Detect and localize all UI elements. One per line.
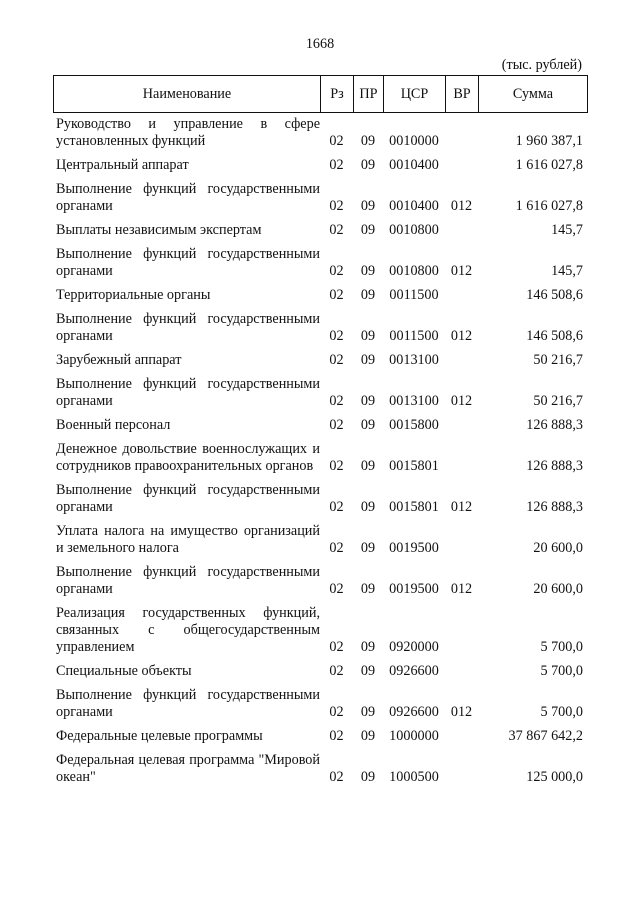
table-row <box>53 564 587 598</box>
row-vr: 012 <box>450 499 473 515</box>
table-row <box>53 523 587 557</box>
table-row <box>53 441 587 475</box>
table-row <box>53 376 587 410</box>
table-row <box>53 417 587 434</box>
table-row <box>53 181 587 215</box>
row-sum: 5 700,0 <box>540 663 583 679</box>
row-pr: 09 <box>360 133 376 149</box>
header-sum: Сумма <box>479 76 588 113</box>
row-vr: 012 <box>450 263 473 279</box>
table-row <box>53 687 587 721</box>
row-pr: 09 <box>360 328 376 344</box>
row-rz: 02 <box>329 663 344 679</box>
row-name: Уплата налога на имущество организаций и земельного налога <box>56 523 320 556</box>
row-name: Реализация государственных функций, связанных с общегосударственным управлением <box>56 605 320 655</box>
table-header <box>53 75 588 113</box>
row-sum: 126 888,3 <box>526 499 583 515</box>
row-sum: 1 616 027,8 <box>515 198 583 214</box>
row-csr: 0015800 <box>389 417 439 433</box>
row-pr: 09 <box>360 704 376 720</box>
row-pr: 09 <box>360 157 376 173</box>
row-rz: 02 <box>329 133 344 149</box>
table-row <box>53 222 587 239</box>
row-pr: 09 <box>360 663 376 679</box>
row-rz: 02 <box>329 157 344 173</box>
row-rz: 02 <box>329 458 344 474</box>
row-sum: 125 000,0 <box>526 769 583 785</box>
row-csr: 0926600 <box>389 663 439 679</box>
row-rz: 02 <box>329 581 344 597</box>
row-pr: 09 <box>360 769 376 785</box>
table-body <box>53 116 587 793</box>
row-sum: 37 867 642,2 <box>508 728 583 744</box>
table-row <box>53 287 587 304</box>
row-pr: 09 <box>360 458 376 474</box>
row-name: Руководство и управление в сфере установленных функций <box>56 116 320 149</box>
row-csr: 0010800 <box>389 222 439 238</box>
row-csr: 0010400 <box>389 157 439 173</box>
row-csr: 0011500 <box>389 328 439 344</box>
header-name: Наименование <box>54 76 321 113</box>
row-sum: 50 216,7 <box>533 352 583 368</box>
row-name: Выполнение функций государственными органами <box>56 181 320 214</box>
row-name: Выполнение функций государственными органами <box>56 687 320 720</box>
row-csr: 0015801 <box>389 458 439 474</box>
row-sum: 126 888,3 <box>526 417 583 433</box>
header-rz: Рз <box>321 76 354 113</box>
row-csr: 0013100 <box>389 393 439 409</box>
table-row <box>53 728 587 745</box>
row-rz: 02 <box>329 728 344 744</box>
table-row <box>53 605 587 656</box>
row-sum: 145,7 <box>551 263 583 279</box>
row-csr: 0920000 <box>389 639 439 655</box>
row-vr: 012 <box>450 704 473 720</box>
row-csr: 0010400 <box>389 198 439 214</box>
row-csr: 0011500 <box>389 287 439 303</box>
row-name: Выполнение функций государственными органами <box>56 482 320 515</box>
row-pr: 09 <box>360 540 376 556</box>
row-vr: 012 <box>450 393 473 409</box>
table-row <box>53 157 587 174</box>
row-name: Зарубежный аппарат <box>56 352 182 368</box>
row-pr: 09 <box>360 393 376 409</box>
row-rz: 02 <box>329 263 344 279</box>
table-row <box>53 352 587 369</box>
row-name: Военный персонал <box>56 417 171 433</box>
row-pr: 09 <box>360 222 376 238</box>
header-pr: ПР <box>354 76 384 113</box>
header-csr: ЦСР <box>384 76 446 113</box>
row-csr: 1000000 <box>389 728 439 744</box>
table-row <box>53 752 587 786</box>
table-row <box>53 116 587 150</box>
row-name: Выполнение функций государственными органами <box>56 376 320 409</box>
row-rz: 02 <box>329 287 344 303</box>
row-vr: 012 <box>450 328 473 344</box>
row-rz: 02 <box>329 540 344 556</box>
row-sum: 1 960 387,1 <box>515 133 583 149</box>
row-csr: 0015801 <box>389 499 439 515</box>
row-rz: 02 <box>329 393 344 409</box>
row-vr: 012 <box>450 581 473 597</box>
row-csr: 0010000 <box>389 133 439 149</box>
header-vr: ВР <box>446 76 479 113</box>
row-sum: 20 600,0 <box>533 540 583 556</box>
row-name: Выплаты независимым экспертам <box>56 222 262 238</box>
row-pr: 09 <box>360 287 376 303</box>
row-rz: 02 <box>329 417 344 433</box>
row-sum: 146 508,6 <box>526 287 583 303</box>
row-name: Выполнение функций государственными органами <box>56 311 320 344</box>
table-row <box>53 246 587 280</box>
row-rz: 02 <box>329 499 344 515</box>
row-rz: 02 <box>329 639 344 655</box>
row-name: Центральный аппарат <box>56 157 189 173</box>
row-rz: 02 <box>329 198 344 214</box>
row-rz: 02 <box>329 222 344 238</box>
row-pr: 09 <box>360 581 376 597</box>
row-sum: 20 600,0 <box>533 581 583 597</box>
row-sum: 126 888,3 <box>526 458 583 474</box>
row-pr: 09 <box>360 639 376 655</box>
table-row <box>53 663 587 680</box>
row-pr: 09 <box>360 352 376 368</box>
row-rz: 02 <box>329 704 344 720</box>
row-name: Денежное довольствие военнослужащих и сотрудников правоохранительных органов <box>56 441 320 474</box>
row-name: Выполнение функций государственными органами <box>56 246 320 279</box>
row-vr: 012 <box>450 198 473 214</box>
table-row <box>53 311 587 345</box>
units-label: (тыс. рублей) <box>501 57 582 73</box>
row-pr: 09 <box>360 499 376 515</box>
row-sum: 50 216,7 <box>533 393 583 409</box>
row-csr: 0010800 <box>389 263 439 279</box>
row-name: Федеральные целевые программы <box>56 728 263 744</box>
row-sum: 5 700,0 <box>540 704 583 720</box>
row-csr: 0013100 <box>389 352 439 368</box>
row-csr: 0019500 <box>389 540 439 556</box>
row-name: Выполнение функций государственными органами <box>56 564 320 597</box>
table-row <box>53 482 587 516</box>
row-pr: 09 <box>360 728 376 744</box>
row-sum: 1 616 027,8 <box>515 157 583 173</box>
row-rz: 02 <box>329 769 344 785</box>
row-pr: 09 <box>360 417 376 433</box>
row-sum: 146 508,6 <box>526 328 583 344</box>
row-csr: 0019500 <box>389 581 439 597</box>
row-sum: 145,7 <box>551 222 583 238</box>
row-rz: 02 <box>329 352 344 368</box>
row-csr: 1000500 <box>389 769 439 785</box>
row-rz: 02 <box>329 328 344 344</box>
page-number: 1668 <box>305 36 335 52</box>
row-sum: 5 700,0 <box>540 639 583 655</box>
row-name: Специальные объекты <box>56 663 192 679</box>
row-pr: 09 <box>360 263 376 279</box>
row-pr: 09 <box>360 198 376 214</box>
row-name: Федеральная целевая программа "Мировой океан" <box>56 752 320 785</box>
row-csr: 0926600 <box>389 704 439 720</box>
row-name: Территориальные органы <box>56 287 211 303</box>
